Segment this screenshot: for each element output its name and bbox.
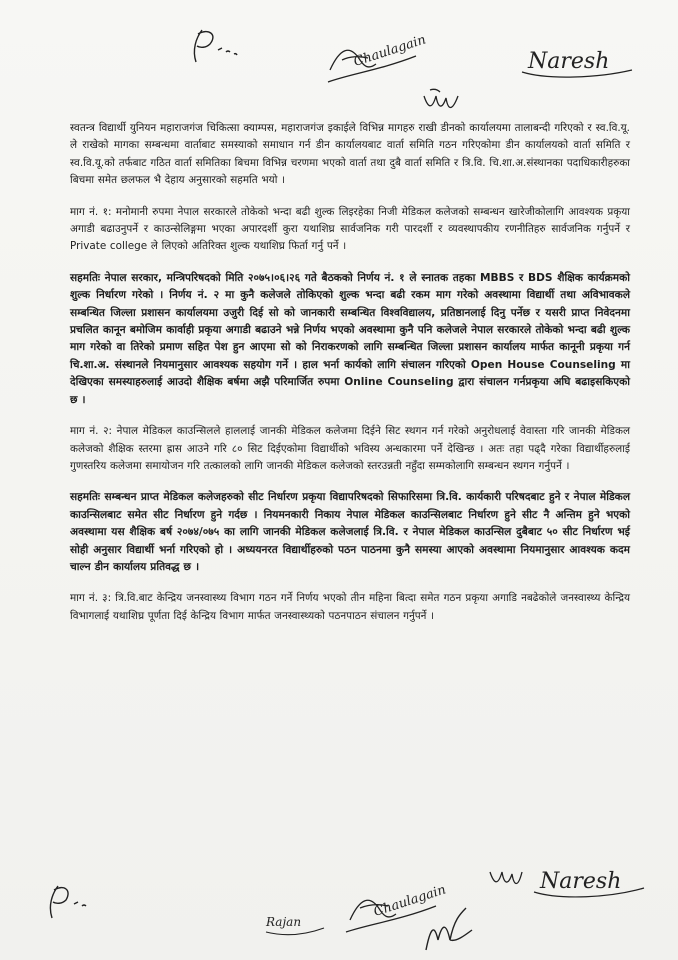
signature-bottom-2 bbox=[262, 906, 332, 942]
intro-paragraph: स्वतन्त्र विद्यार्थी युनियन महाराजगंज चिकित्सा क्याम्पस, महाराजगंज इकाईले विभिन्न मागहरु राखी डीनको कार्यालयमा तालाबन्दी गरिएको र स्व.वि.यू. ले राखेको मागका सम्बन्धमा वार्ताबाट समस्याको समाधान गर्न डीन कार्यालयबाट वार्ता समिति गठन गरिएकोमा डीन कार्यालयको वार्ता समिति र स्व.वि.यू.को तर्फबाट गठित वार्ता समितिका बिचमा विभिन्न चरणमा भएको वार्ता तथा दुबै वार्ता समिति र त्रि.वि. चि.शा.अ.संस्थानका पदाधिकारीहरुका बिचमा समेत छलफल भै देहाय अनुसारको सहमति भयो । bbox=[70, 122, 630, 187]
signature-bottom-5 bbox=[486, 864, 526, 894]
signature-top-2-text: Chaulagain bbox=[351, 32, 428, 70]
agreement-1-paragraph: सहमतिः नेपाल सरकार, मन्त्रिपरिषदको मिति २०७५।०६।२६ गते बैठकको निर्णय नं. १ ले स्नातक तहका MBBS र BDS शैक्षिक कार्यक्रमको शुल्क निर्धारण गरेको । निर्णय नं. २ मा कुनै कलेजले तोकिएको शुल्क भन्दा बढी रकम माग गरेको अवस्थामा विद्यार्थी तथा अविभावकले सम्बन्धित जिल्ला प्रशासन कार्यालयमा उजुरी दिई सो को जानकारी सम्बन्धित विश्वविद्यालय, प्रतिष्ठानलाई दिनु पर्नेछ र यसरी प्राप्त निवेदनमा प्रचलित कानून बमोजिम कार्वाही प्रकृया अगाडी बढाउने भन्ने निर्णय भएको अवस्थामा कुनै पनि कलेजले नेपाल सरकारले तोकेको भन्दा बढी शुल्क माग गरेको वा तिरेको प्रमाण सहित पेश हुन आएमा सो को निराकरणको लागि सम्बन्धित जिल्ला प्रशासन कार्यालय मार्फत कानूनी प्रकृया गर्न चि.शा.अ. संस्थानले नियमानुसार आवश्यक सहयोग गर्ने । हाल भर्ना कार्यको लागि संचालन गरिएको Open House Counseling मा देखिएका समस्याहरुलाई आउदो शैक्षिक बर्षमा अझै परिमार्जित रुपमा Online Counseling द्वारा संचालन गर्नप्रकृया अघि बढाइसकिएको छ । bbox=[70, 271, 630, 406]
signature-top-2 bbox=[320, 30, 430, 90]
signature-bottom-3-text: Chaulagain bbox=[371, 882, 448, 920]
document-body bbox=[70, 120, 630, 639]
signature-bottom-6 bbox=[530, 856, 650, 906]
signature-top-4 bbox=[420, 86, 470, 120]
signature-bottom-1 bbox=[40, 880, 100, 924]
signature-bottom-2-text: Rajan bbox=[266, 915, 302, 929]
agreement-2-paragraph: सहमतिः सम्बन्धन प्राप्त मेडिकल कलेजहरुको सीट निर्धारण प्रकृया विद्यापरिषदको सिफारिसमा त्रि.वि. कार्यकारी परिषदबाट हुने र नेपाल मेडिकल काउन्सिलबाट समेत सीट निर्धारण हुने गर्दछ । नियमनकारी निकाय नेपाल मेडिकल काउन्सिलबाट निर्धारण हुने सीट नै अन्तिम हुने भएको अवस्थामा यस शैक्षिक बर्ष २०७४/०७५ का लागि जानकी मेडिकल कलेजलाई त्रि.वि. र नेपाल मेडिकल काउन्सिल दुबैबाट ५० सीट निर्धारण भई सोही अनुसार विद्यार्थी भर्ना गरिएको हो । अध्ययनरत विद्यार्थीहरुको पठन पाठनमा कुनै समस्या आएको अवस्थामा नियमानुसार आवश्यक कदम चाल्न डीन कार्यालय प्रतिवद्ध छ । bbox=[70, 491, 630, 573]
signature-top-3 bbox=[518, 36, 638, 86]
signature-bottom-4 bbox=[420, 900, 480, 956]
signature-bottom-6-text: Naresh bbox=[540, 869, 622, 894]
demand-2-paragraph: माग नं. २: नेपाल मेडिकल काउन्सिलले हाललाई जानकी मेडिकल कलेजमा दिईने सिट स्थगन गर्न गरेको अनुरोधलाई वेवास्ता गरि जानकी मेडिकल कलेजको शैक्षिक स्तरमा ह्रास आउने गरि ८० सिट दिईएकोमा विद्यार्थीको भविस्य अन्धकारमा पर्ने देखिन्छ । अतः तहा पढ्दै गरेका विद्यार्थीहरुलाई गुणस्तरिय कलेजमा समायोजन गरि तत्कालको लागि जानकी मेडिकल कलेजको स्तरउन्नती नहुँदा सम्मकोलागि सम्बन्धन स्थगन गर्नुपर्ने । bbox=[70, 425, 630, 472]
signature-top-1 bbox=[182, 24, 252, 68]
signature-top-3-text: Naresh bbox=[528, 49, 610, 74]
demand-3-paragraph: माग नं. ३: त्रि.वि.बाट केन्द्रिय जनस्वास्थ्य विभाग गठन गर्ने निर्णय भएको तीन महिना बित्दा समेत गठन प्रकृया अगाडि नबढेकोले जनस्वास्थ्य केन्द्रिय विभागलाई यथाशिघ्र पूर्णता दिई केन्द्रिय विभाग मार्फत जनस्वास्थ्यको पठनपाठन संचालन गर्नुपर्ने । bbox=[70, 592, 630, 622]
demand-1-paragraph: माग नं. १: मनोमानी रुपमा नेपाल सरकारले तोकेको भन्दा बढी शुल्क लिइरहेका निजी मेडिकल कलेजको सम्बन्धन खारेजीकोलागि आवश्यक प्रकृया अगाडी बढाउनुपर्ने र काउन्सेलिङ्गमा भएका अपारदर्शी कुरा यथाशिघ्र सार्वजनिक गरी पारदर्शी र व्यवस्थापकीय रणनीतिहरु सार्वजनिक गर्नुपर्ने र Private college ले लिएको अतिरिक्त शुल्क यथाशिघ्र फिर्ता गर्नु पर्ने । bbox=[70, 205, 630, 253]
